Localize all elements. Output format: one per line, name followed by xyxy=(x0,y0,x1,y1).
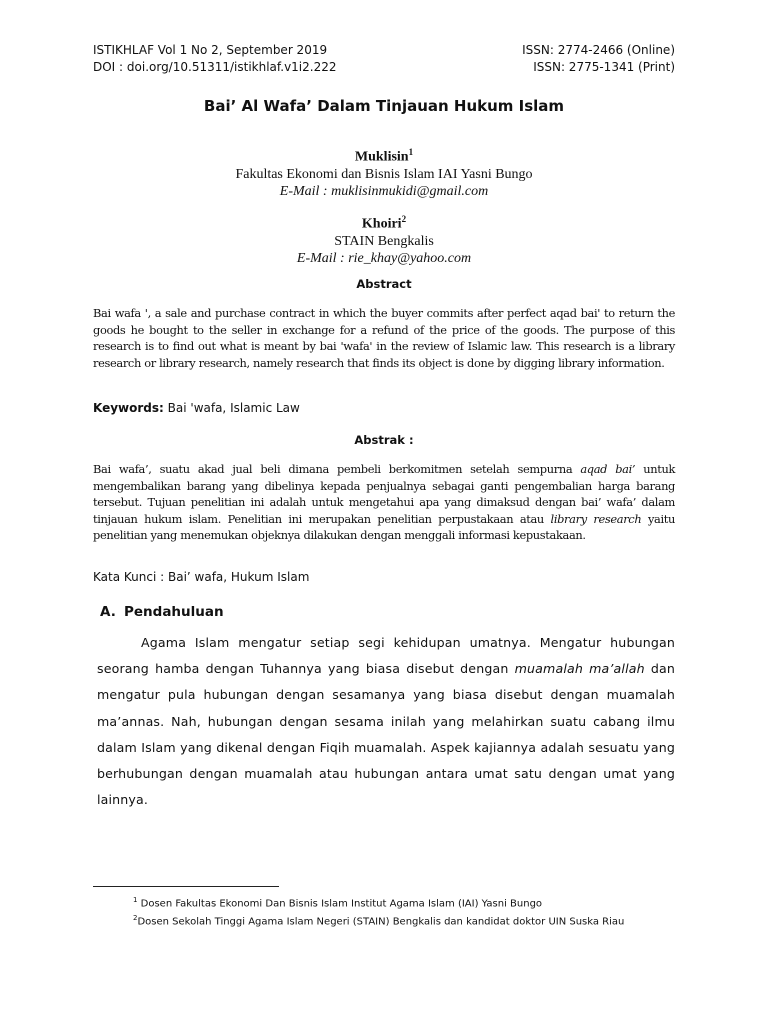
issn-print: ISSN: 2775-1341 (Print) xyxy=(533,60,675,74)
keywords-label: Keywords: xyxy=(93,401,164,415)
abstrak-heading: Abstrak : xyxy=(354,433,414,447)
abstract-text: Bai wafa ', a sale and purchase contract in which the buyer commits after perfect aqad bai' to return the goods he bought to the seller in exchange for a refund of the price of the goods. The purpose of this research is to find out what is meant by bai 'wafa' in the review of Islamic law. This research is a library research or library research, namely research that finds its object is done by digging library information. xyxy=(93,306,675,370)
footnotes xyxy=(93,893,675,930)
author-1 xyxy=(93,144,675,200)
author-1-email[interactable]: E-Mail : muklisinmukidi@gmail.com xyxy=(279,183,489,199)
author-1-affiliation: Fakultas Ekonomi dan Bisnis Islam IAI Yasni Bungo xyxy=(235,166,533,182)
abstrak-text: Bai wafa’, suatu akad jual beli dimana pembeli berkomitmen setelah sempurna aqad bai’ untuk mengembalikan barang yang dibelinya kepada penjualnya sebagai ganti pengembalian harga barang tersebut. Tujuan penelitian ini adalah untuk mengetahui apa yang dimaksud dengan bai’ wafa’ dalam tinjauan hukum islam. Penelitian ini merupakan penelitian perpustakaan atau library research yaitu penelitian yang menemukan objeknya dilakukan dengan menggali informasi kepustakaan. xyxy=(93,462,676,543)
author-2 xyxy=(93,211,675,267)
section-number: A. xyxy=(100,604,116,620)
paper-title: Bai’ Al Wafa’ Dalam Tinjauan Hukum Islam xyxy=(203,97,565,115)
section-body: Agama Islam mengatur setiap segi kehidupan umatnya. Mengatur hubungan seorang hamba dengan Tuhannya yang biasa disebut dengan muamalah ma’allah dan mengatur pula hubungan dengan sesamanya yang biasa disebut dengan muamalah ma’annas. Nah, hubungan dengan sesama inilah yang melahirkan suatu cabang ilmu dalam Islam yang dikenal dengan Fiqih muamalah. Aspek kajiannya adalah sesuatu yang berhubungan dengan muamalah atau hubungan antara umat satu dengan umat yang lainnya. xyxy=(97,635,675,808)
journal-issue: ISTIKHLAF Vol 1 No 2, September 2019 xyxy=(93,43,328,57)
doi-link[interactable]: DOI : doi.org/10.51311/istikhlaf.v1i2.222 xyxy=(93,60,337,74)
abstract-heading: Abstract xyxy=(356,277,412,291)
footnote-1: $^1$ Dosen Fakultas Ekonomi Dan Bisnis Islam Institut Agama Islam (IAI) Yasni Bungo xyxy=(133,896,543,910)
kata-kunci-value: Bai’ wafa, Hukum Islam xyxy=(167,570,310,584)
footnote-2: $^2$Dosen Sekolah Tinggi Agama Islam Negeri (STAIN) Bengkalis dan kandidat doktor UIN Suska Riau xyxy=(133,914,625,928)
footnote-rule xyxy=(93,886,279,887)
running-header xyxy=(93,42,675,76)
author-2-name: Khoiri$^2$ xyxy=(361,214,407,232)
keywords xyxy=(93,401,675,415)
author-1-name: Muklisin$^1$ xyxy=(354,147,414,165)
author-2-affiliation: STAIN Bengkalis xyxy=(334,233,434,249)
keywords-value: Bai 'wafa, Islamic Law xyxy=(167,401,300,415)
issn-online: ISSN: 2774-2466 (Online) xyxy=(522,43,675,57)
kata-kunci xyxy=(93,570,675,584)
section-heading xyxy=(100,604,224,620)
kata-kunci-label: Kata Kunci : xyxy=(93,570,165,584)
section-title: Pendahuluan xyxy=(124,604,224,620)
author-2-email[interactable]: E-Mail : rie_khay@yahoo.com xyxy=(296,250,472,266)
